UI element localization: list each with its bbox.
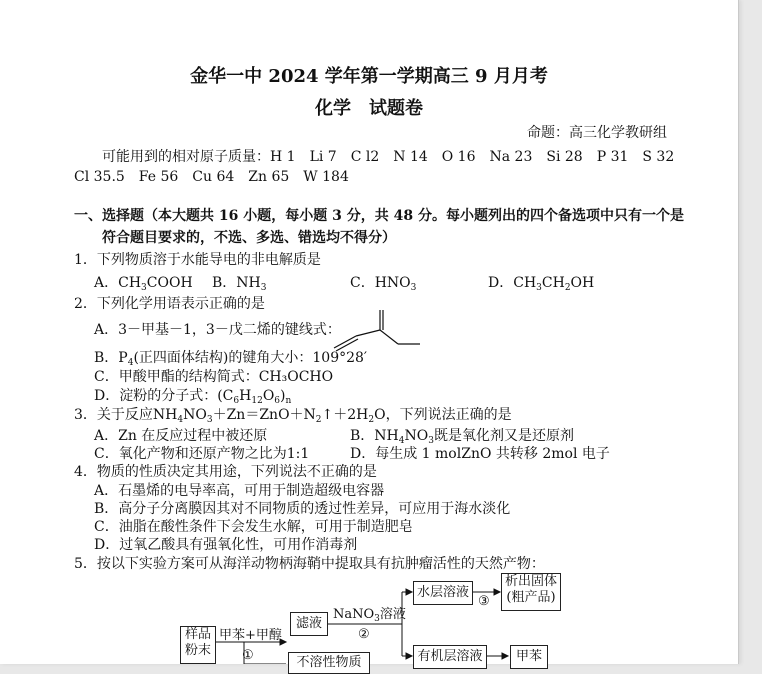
q1-option-b: B．$NH_3$ <box>212 275 267 293</box>
q4-option-d: D．过氧乙酸具有强氧化性，可用作消毒剂 <box>94 537 358 553</box>
q2-option-b: B．$P_4$(正四面体结构)的键角大小：109°28′ <box>94 350 368 368</box>
q3-option-d: D．每生成 1 molZnO 共转移 2mol 电子 <box>350 446 610 462</box>
q2-option-a: A．3－甲基－1，3－戊二烯的键线式： <box>94 322 341 338</box>
toluene-box: 甲苯 <box>510 645 548 669</box>
author-line: 命题：高三化学教研组 <box>527 125 667 141</box>
reagent-nano3-solution: NaNO$_3$溶液 <box>333 607 406 624</box>
q4-option-c: C．油脂在酸性条件下会发生水解，可用于制造肥皂 <box>94 519 413 535</box>
q1-option-c: C．$HNO_3$ <box>350 275 417 293</box>
filtrate-box: 滤液 <box>290 612 328 636</box>
step-1-marker: ① <box>242 648 254 663</box>
sample-powder-box: 样品粉末 <box>180 626 216 664</box>
q4-option-b: B．高分子分离膜因其对不同物质的透过性差异，可应用于海水淡化 <box>94 501 511 517</box>
q2-stem: 2．下列化学用语表示正确的是 <box>74 296 265 312</box>
q3-option-b: B．$NH_4NO_3$既是氧化剂又是还原剂 <box>350 428 574 446</box>
organic-layer-box: 有机层溶液 <box>413 645 487 669</box>
section-heading-line2: 符合题目要求的，不选、多选、错选均不得分） <box>102 230 396 246</box>
q1-stem: 1．下列物质溶于水能导电的非电解质是 <box>74 252 321 268</box>
step-2-marker: ② <box>358 627 370 642</box>
atomic-masses-line1: 可能用到的相对原子质量：H 1 Li 7 C l2 N 14 O 16 Na 23 Si 28 P 31 S 32 <box>102 149 675 165</box>
crude-product-box: 析出固体(粗产品) <box>501 573 561 611</box>
q2-option-c: C．甲酸甲酯的结构简式：CH₃OCHO <box>94 369 334 385</box>
q3-option-a: A．Zn 在反应过程中被还原 <box>94 428 268 444</box>
q1-option-a: A．$CH_3COOH$ <box>94 275 193 293</box>
section-heading-line1: 一、选择题（本大题共 16 小题，每小题 3 分，共 48 分。每小题列出的四个备选项中只有一个是 <box>74 208 684 224</box>
q2-option-d: D．淀粉的分子式：$(C_6H_{12}O_6)_n$ <box>94 388 292 406</box>
q4-stem: 4．物质的性质决定其用途，下列说法不正确的是 <box>74 464 377 480</box>
q5-stem: 5．按以下实验方案可从海洋动物柄海鞘中提取具有抗肿瘤活性的天然产物： <box>74 556 545 572</box>
q3-option-c: C．氧化产物和还原产物之比为1:1 <box>94 446 310 462</box>
q1-option-d: D．$CH_3CH_2OH$ <box>488 275 595 293</box>
reagent-toluene-methanol: 甲苯+甲醇 <box>219 628 282 643</box>
q3-stem: 3．关于反应$NH_4NO_3+Zn=ZnO+N_2↑+2H_2O$，下列说法正确的是 <box>74 407 512 425</box>
q4-option-a: A．石墨烯的电导率高，可用于制造超级电容器 <box>94 483 385 499</box>
step-3-marker: ③ <box>478 594 490 609</box>
exam-title: 金华一中 2024 学年第一学期高三 9 月月考 <box>190 66 548 87</box>
insoluble-matter-box: 不溶性物质 <box>288 652 370 674</box>
atomic-masses-line2: Cl 35.5 Fe 56 Cu 64 Zn 65 W 184 <box>74 169 349 185</box>
exam-subtitle: 化学 试题卷 <box>315 98 423 119</box>
aqueous-layer-box: 水层溶液 <box>413 581 473 605</box>
